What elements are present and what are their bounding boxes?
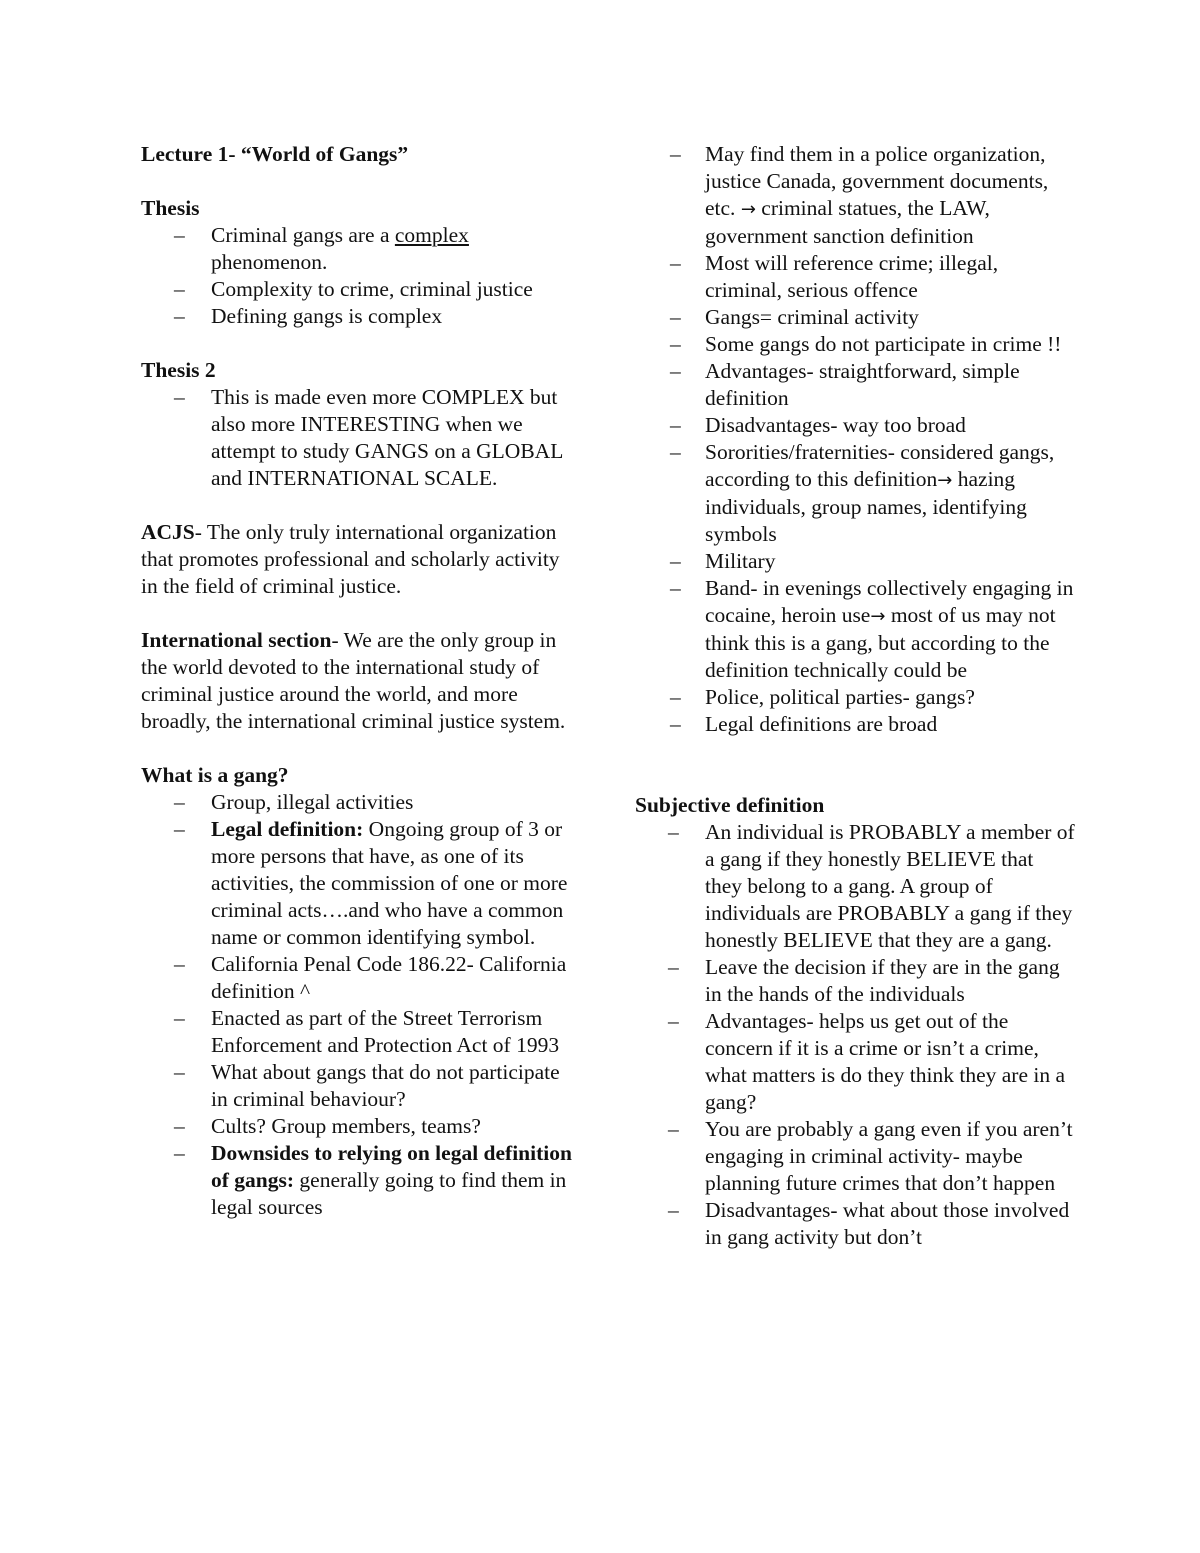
list-item: [635, 439, 1075, 548]
list-item: – Some gangs do not participate in crime !!: [635, 331, 1075, 358]
underlined-word: complex: [394, 223, 469, 247]
list-item: – Military: [635, 548, 1075, 575]
thesis2-heading: Thesis 2: [141, 358, 216, 382]
left-column: [141, 141, 581, 1221]
legal-definition-continued-list: [635, 141, 1075, 738]
international-paragraph: [141, 627, 581, 735]
list-item: – Defining gangs is complex: [141, 303, 581, 330]
list-item: – Gangs= criminal activity: [635, 304, 1075, 331]
list-item: – You are probably a gang even if you aren’t engaging in criminal activity- maybe planning future crimes that don’t happen: [635, 1116, 1075, 1197]
thesis-heading: Thesis: [141, 196, 200, 220]
what-is-gang-list: [141, 789, 581, 1221]
international-label: International section: [141, 628, 332, 652]
lecture-title: Lecture 1- “World of Gangs”: [141, 142, 409, 166]
list-item: – Legal definitions are broad: [635, 711, 1075, 738]
list-item: [635, 141, 1075, 250]
list-item: [141, 1140, 581, 1221]
list-item: [141, 222, 581, 276]
list-item: – Complexity to crime, criminal justice: [141, 276, 581, 303]
item-text: criminal statues, the LAW, government sanction definition: [705, 196, 990, 248]
list-item: – Group, illegal activities: [141, 789, 581, 816]
downsides-label: Downsides to relying on legal definition of gangs:: [211, 1141, 572, 1192]
list-item: [141, 816, 581, 951]
legal-definition-label: Legal definition:: [211, 817, 364, 841]
international-text: - We are the only group in the world devoted to the international study of criminal justice around the world, and more broadly, the international criminal justice system.: [141, 628, 566, 733]
arrow-right-icon: →: [870, 606, 886, 627]
subjective-list: [635, 819, 1075, 1251]
list-item: – Advantages- straightforward, simple definition: [635, 358, 1075, 412]
arrow-right-icon: →: [740, 199, 756, 220]
list-item: – Enacted as part of the Street Terrorism Enforcement and Protection Act of 1993: [141, 1005, 581, 1059]
thesis-item1-text: Criminal gangs are a: [211, 223, 395, 247]
acjs-paragraph: [141, 519, 581, 600]
list-item: – Police, political parties- gangs?: [635, 684, 1075, 711]
list-item: – California Penal Code 186.22- California definition ^: [141, 951, 581, 1005]
list-item: – Advantages- helps us get out of the concern if it is a crime or isn’t a crime, what matters is do they think they are in a gang?: [635, 1008, 1075, 1116]
arrow-right-icon: →: [937, 470, 953, 491]
item-text: Band- in evenings collectively engaging in cocaine, heroin use: [705, 576, 1074, 627]
list-item: – Disadvantages- way too broad: [635, 412, 1075, 439]
item-text: Sororities/fraternities- considered gangs, according to this definition: [705, 440, 1055, 491]
right-column: [635, 141, 1075, 1251]
acjs-label: ACJS: [141, 520, 195, 544]
legal-definition-text: Ongoing group of 3 or more persons that have, as one of its activities, the commission of one or more criminal acts….and who have a common name or common identifying symbol.: [211, 817, 568, 949]
list-item: – Most will reference crime; illegal, criminal, serious offence: [635, 250, 1075, 304]
list-item: – This is made even more COMPLEX but also more INTERESTING when we attempt to study GANGS on a GLOBAL and INTERNATIONAL SCALE.: [141, 384, 581, 492]
item-text: May find them in a police organization, justice Canada, government documents, etc.: [705, 142, 1049, 220]
list-item: – Disadvantages- what about those involved in gang activity but don’t: [635, 1197, 1075, 1251]
list-item: – An individual is PROBABLY a member of a gang if they honestly BELIEVE that they belong to a gang. A group of individuals are PROBABLY a gang if they honestly BELIEVE that they are a gang.: [635, 819, 1075, 954]
acjs-text: - The only truly international organization that promotes professional and scholarly activity in the field of criminal justice.: [141, 520, 560, 598]
list-item: – Cults? Group members, teams?: [141, 1113, 581, 1140]
list-item: – What about gangs that do not participate in criminal behaviour?: [141, 1059, 581, 1113]
thesis-item1-end: phenomenon.: [211, 250, 328, 274]
list-item: [635, 575, 1075, 684]
what-is-gang-heading: What is a gang?: [141, 763, 289, 787]
thesis-list: [141, 222, 581, 330]
subjective-heading: Subjective definition: [635, 793, 825, 817]
thesis2-list: [141, 384, 581, 492]
item-text: most of us may not think this is a gang, but according to the definition technically could be: [705, 603, 1056, 682]
item-text: hazing individuals, group names, identifying symbols: [705, 467, 1027, 546]
downsides-text: generally going to find them in legal sources: [211, 1168, 567, 1219]
list-item: – Leave the decision if they are in the gang in the hands of the individuals: [635, 954, 1075, 1008]
